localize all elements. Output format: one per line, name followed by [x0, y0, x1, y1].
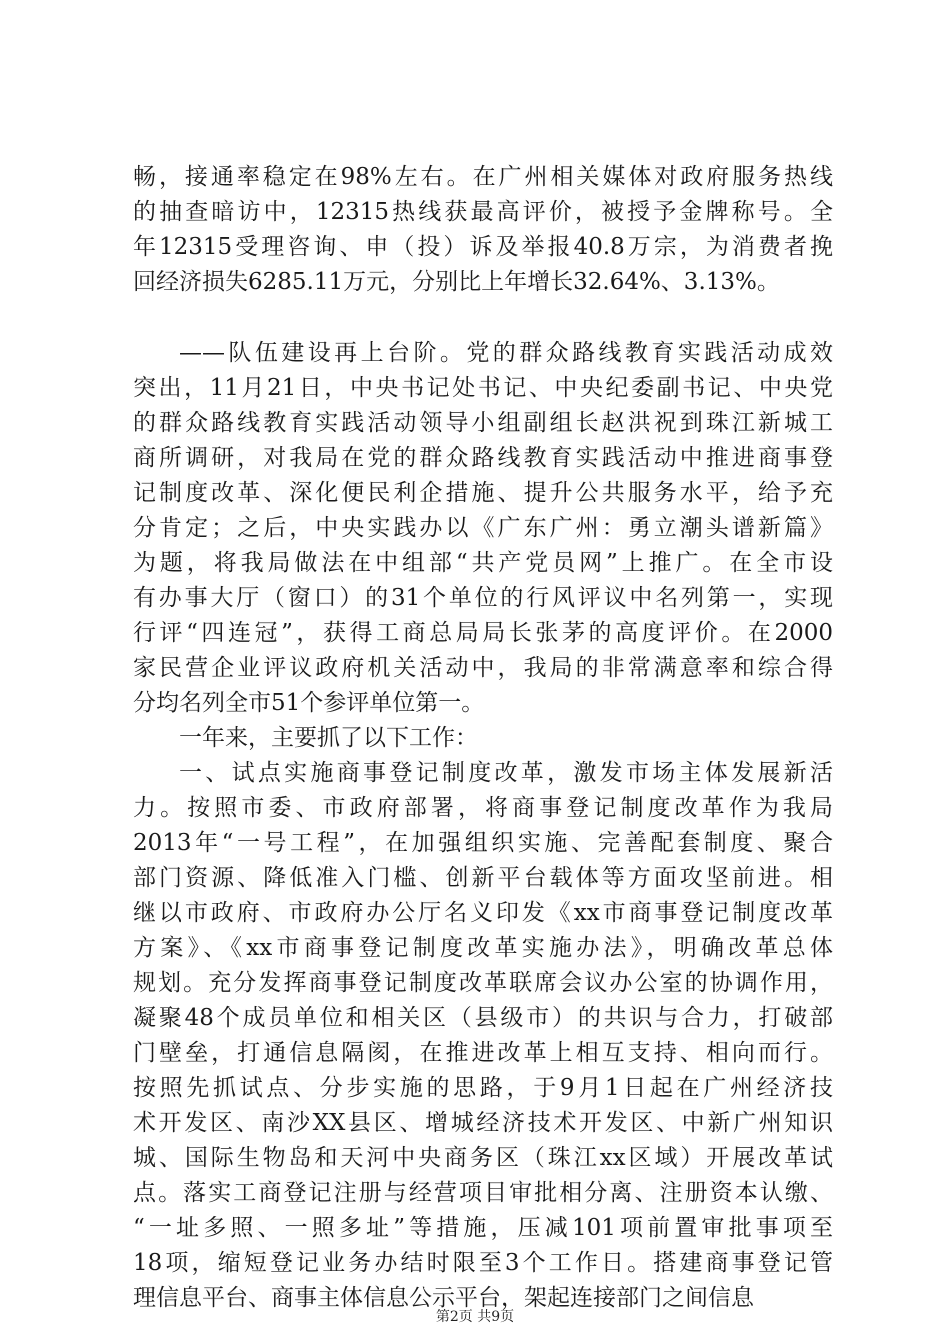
text-line: 分肯定；之后，中央实践办以《广东广州：勇立潮头谱新篇》 [133, 515, 833, 541]
paragraph [133, 336, 833, 721]
text-line: 部门资源、降低准入门槛、创新平台载体等方面攻坚前进。相 [133, 865, 833, 891]
text-line: 一年来，主要抓了以下工作： [179, 725, 478, 751]
text-line: 门壁垒，打通信息隔阂，在推进改革上相互支持、相向而行。 [133, 1040, 833, 1066]
text-line: 畅，接通率稳定在98%左右。在广州相关媒体对政府服务热线 [133, 164, 833, 190]
text-line: 家民营企业评议政府机关活动中，我局的非常满意率和综合得 [133, 655, 833, 681]
text-line: 2013年“一号工程”，在加强组织实施、完善配套制度、聚合 [133, 830, 833, 856]
text-line: 凝聚48个成员单位和相关区（县级市）的共识与合力，打破部 [133, 1005, 833, 1031]
text-line: 突出，11月21日，中央书记处书记、中央纪委副书记、中央党 [133, 375, 833, 401]
text-line: ——队伍建设再上台阶。党的群众路线教育实践活动成效 [179, 340, 833, 366]
text-line: 商所调研，对我局在党的群众路线教育实践活动中推进商事登 [133, 445, 833, 471]
text-line: 城、国际生物岛和天河中央商务区（珠江xx区域）开展改革试 [133, 1145, 833, 1171]
text-line: 年12315受理咨询、申（投）诉及举报40.8万宗，为消费者挽 [133, 234, 833, 260]
text-line: 点。落实工商登记注册与经营项目审批相分离、注册资本认缴、 [133, 1180, 833, 1206]
text-line: 回经济损失6285.11万元，分别比上年增长32.64%、3.13%。 [133, 269, 780, 295]
text-line: 规划。充分发挥商事登记制度改革联席会议办公室的协调作用， [133, 970, 833, 996]
text-line: 按照先抓试点、分步实施的思路，于9月1日起在广州经济技 [133, 1075, 833, 1101]
paragraph-gap [133, 300, 833, 336]
paragraph [133, 160, 833, 300]
text-line: 有办事大厅（窗口）的31个单位的行风评议中名列第一，实现 [133, 585, 833, 611]
text-line: 的群众路线教育实践活动领导小组副组长赵洪祝到珠江新城工 [133, 410, 833, 436]
text-line: 一、试点实施商事登记制度改革，激发市场主体发展新活 [179, 760, 833, 786]
text-line: 行评“四连冠”，获得工商总局局长张茅的高度评价。在2000 [133, 620, 833, 646]
paragraph [133, 756, 833, 1316]
document-body [133, 160, 833, 1316]
text-line: 理信息平台、商事主体信息公示平台，架起连接部门之间信息 [133, 1285, 754, 1311]
paragraph [133, 721, 833, 756]
page-footer: 第2页 共9页 [435, 1309, 515, 1325]
text-line: 为题，将我局做法在中组部“共产党员网”上推广。在全市设 [133, 550, 833, 576]
text-line: 记制度改革、深化便民利企措施、提升公共服务水平，给予充 [133, 480, 833, 506]
text-line: 18项，缩短登记业务办结时限至3个工作日。搭建商事登记管 [133, 1250, 833, 1276]
text-line: “一址多照、一照多址”等措施，压减101项前置审批事项至 [133, 1215, 833, 1241]
text-line: 分均名列全市51个参评单位第一。 [133, 690, 485, 716]
text-line: 力。按照市委、市政府部署，将商事登记制度改革作为我局 [133, 795, 833, 821]
text-line: 方案》、《xx市商事登记制度改革实施办法》，明确改革总体 [133, 935, 833, 961]
text-line: 的抽查暗访中，12315热线获最高评价，被授予金牌称号。全 [133, 199, 833, 225]
text-line: 继以市政府、市政府办公厅名义印发《xx市商事登记制度改革 [133, 900, 833, 926]
text-line: 术开发区、南沙XX县区、增城经济技术开发区、中新广州知识 [133, 1110, 833, 1136]
